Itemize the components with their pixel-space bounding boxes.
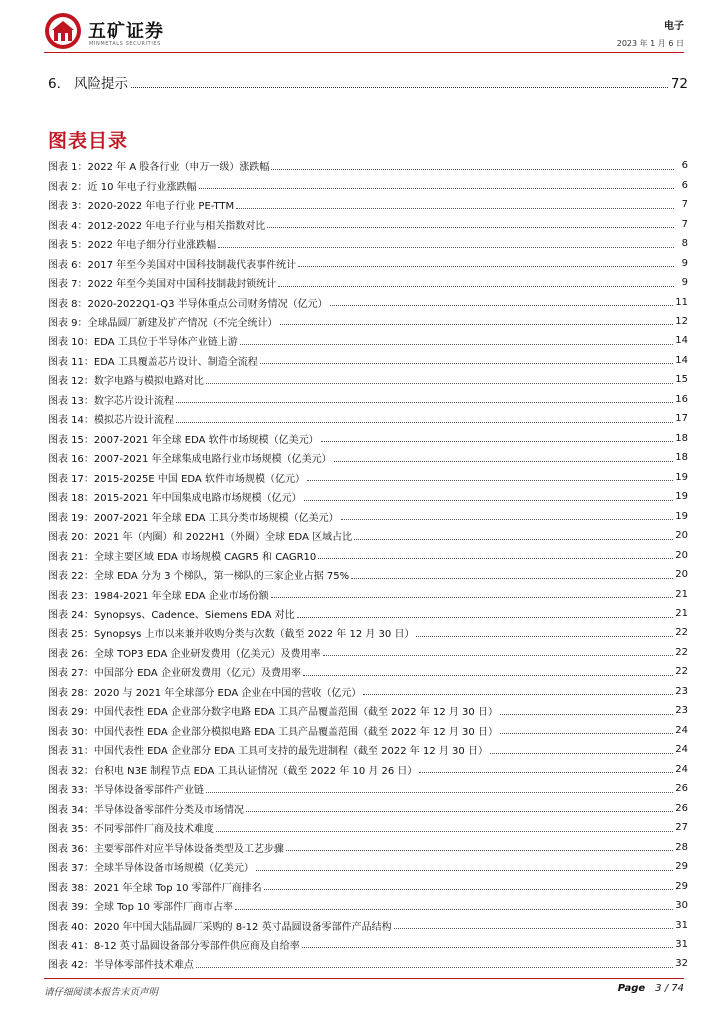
figure-title: 全球 EDA 分为 3 个梯队，第一梯队的三家企业占据 75% <box>93 571 350 583</box>
figure-label: 图表 30： <box>48 726 94 738</box>
dot-leader <box>267 227 674 228</box>
figure-label: 图表 36： <box>48 843 94 855</box>
figure-title: 数字芯片设计流程 <box>93 395 174 407</box>
toc-figure-entry[interactable] <box>48 351 688 370</box>
figure-label: 图表 28： <box>48 687 94 699</box>
toc-figure-entry[interactable] <box>48 429 688 448</box>
figure-label: 图表 9： <box>48 317 88 329</box>
figure-title: Synopsys、Cadence、Siemens EDA 对比 <box>93 610 295 622</box>
figure-page: 14 <box>675 354 688 366</box>
figure-title: 1984-2021 年全球 EDA 企业市场份额 <box>93 590 269 602</box>
figure-label: 图表 14： <box>48 415 94 427</box>
dot-leader <box>280 324 674 325</box>
toc-figure-entry[interactable] <box>48 721 688 740</box>
figure-title: 全球半导体设备市场规模（亿美元） <box>93 863 254 875</box>
industry-label: 电子 <box>664 21 684 32</box>
figure-label: 图表 13： <box>48 395 94 407</box>
toc-figure-entry[interactable] <box>48 915 688 934</box>
figure-page: 19 <box>675 471 688 483</box>
figure-title: 2015-2025E 中国 EDA 软件市场规模（亿元） <box>93 473 305 485</box>
figure-page: 23 <box>675 685 688 697</box>
toc-figure-entry[interactable] <box>48 837 688 856</box>
section-title: 风险提示 <box>74 76 128 92</box>
figure-page: 24 <box>675 763 688 775</box>
figure-page: 9 <box>681 277 688 289</box>
figure-page: 16 <box>675 393 688 405</box>
brand-name: 五矿证券 <box>88 21 164 42</box>
dot-leader <box>196 967 673 968</box>
toc-figure-entry[interactable] <box>48 526 688 545</box>
figure-label: 图表 1： <box>48 162 88 174</box>
toc-figure-entry[interactable] <box>48 448 688 467</box>
figure-title: 中国代表性 EDA 企业部分数字电路 EDA 工具产品覆盖范围（截至 2022 年 12 月 30 日） <box>93 707 498 719</box>
dot-leader <box>271 597 674 598</box>
header-divider <box>44 52 684 53</box>
report-date: 2023 年 1 月 6 日 <box>616 39 684 48</box>
figure-label: 图表 19： <box>48 512 94 524</box>
dot-leader <box>199 188 674 189</box>
figure-title: 模拟芯片设计流程 <box>93 415 174 427</box>
dot-leader <box>286 850 673 851</box>
toc-figure-entry[interactable] <box>48 409 688 428</box>
figure-page: 19 <box>675 510 688 522</box>
company-logo-icon <box>44 12 82 50</box>
toc-figure-entry[interactable] <box>48 643 688 662</box>
toc-figure-entry[interactable] <box>48 565 688 584</box>
figure-label: 图表 40： <box>48 921 94 933</box>
figure-title: 半导体设备零部件分类及市场情况 <box>93 804 244 816</box>
toc-figure-entry[interactable] <box>48 798 688 817</box>
figure-title: 主要零部件对应半导体设备类型及工艺步骤 <box>93 843 284 855</box>
dot-leader <box>330 305 674 306</box>
figure-label: 图表 39： <box>48 902 94 914</box>
figure-label: 图表 10： <box>48 337 94 349</box>
toc-figure-entry[interactable] <box>48 818 688 837</box>
figure-label: 图表 8： <box>48 298 88 310</box>
toc-figure-entry[interactable] <box>48 935 688 954</box>
figure-label: 图表 38： <box>48 882 94 894</box>
figure-label: 图表 21： <box>48 551 94 563</box>
figure-label: 图表 6： <box>48 259 88 271</box>
figure-title: 不同零部件厂商及技术难度 <box>93 824 214 836</box>
dot-leader <box>218 247 674 248</box>
toc-figure-entry[interactable] <box>48 760 688 779</box>
figure-page: 7 <box>681 218 688 230</box>
toc-figure-entry[interactable] <box>48 390 688 409</box>
dot-leader <box>318 558 673 559</box>
dot-leader <box>500 714 673 715</box>
figure-title: 半导体设备零部件产业链 <box>93 785 204 797</box>
figure-title: 2012-2022 年电子行业与相关指数对比 <box>87 220 266 232</box>
dot-leader <box>363 694 673 695</box>
figure-label: 图表 16： <box>48 454 94 466</box>
toc-figure-entry[interactable] <box>48 876 688 895</box>
dot-leader <box>131 87 668 88</box>
figure-label: 图表 32： <box>48 765 94 777</box>
figure-label: 图表 3： <box>48 201 88 213</box>
figure-label: 图表 12： <box>48 376 94 388</box>
figure-page: 17 <box>675 413 688 425</box>
figure-page: 11 <box>675 296 688 308</box>
toc-figure-entry[interactable] <box>48 370 688 389</box>
toc-figure-entry[interactable] <box>48 779 688 798</box>
figure-label: 图表 35： <box>48 824 94 836</box>
dot-leader <box>246 811 673 812</box>
figure-label: 图表 20： <box>48 532 94 544</box>
figure-title: Synopsys 上市以来兼并收购分类与次数（截至 2022 年 12 月 30 日） <box>93 629 415 641</box>
figure-list-title: 图表目录 <box>48 130 129 152</box>
dot-leader <box>278 286 674 287</box>
figure-title: 8-12 英寸晶圆设备部分零部件供应商及自给率 <box>93 940 300 952</box>
figure-label: 图表 11： <box>48 356 94 368</box>
figure-title: 半导体零部件技术难点 <box>93 960 194 972</box>
toc-figure-entry[interactable] <box>48 857 688 876</box>
figure-title: 2007-2021 年全球集成电路行业市场规模（亿美元） <box>93 454 332 466</box>
toc-figure-entry[interactable] <box>48 896 688 915</box>
dot-leader <box>236 208 674 209</box>
figure-page: 30 <box>675 900 688 912</box>
footer-page <box>618 983 684 994</box>
figure-label: 图表 34： <box>48 804 94 816</box>
figure-page: 20 <box>675 549 688 561</box>
figure-page: 29 <box>675 861 688 873</box>
figure-title: 2020 与 2021 年全球部分 EDA 企业在中国的营收（亿元） <box>93 687 362 699</box>
figure-title: 2015-2021 年中国集成电路市场规模（亿元） <box>93 493 302 505</box>
figure-page: 21 <box>675 608 688 620</box>
dot-leader <box>176 422 673 423</box>
figure-page: 20 <box>675 530 688 542</box>
figure-label: 图表 33： <box>48 785 94 797</box>
dot-leader <box>490 753 673 754</box>
figure-title: 2020 年中国大陆晶圆厂采购的 8-12 英寸晶圆设备零部件产品结构 <box>93 921 392 933</box>
toc-figure-entry[interactable] <box>48 468 688 487</box>
dot-leader <box>304 500 674 501</box>
page-number: 3 / 74 <box>655 983 684 994</box>
dot-leader <box>419 772 673 773</box>
figure-label: 图表 37： <box>48 863 94 875</box>
dot-leader <box>235 909 673 910</box>
dot-leader <box>302 947 673 948</box>
toc-figure-entry[interactable] <box>48 487 688 506</box>
dot-leader <box>394 928 674 929</box>
toc-figure-entry[interactable] <box>48 584 688 603</box>
figure-label: 图表 27： <box>48 668 94 680</box>
figure-page: 8 <box>681 238 688 250</box>
figure-page: 7 <box>681 199 688 211</box>
figure-page: 6 <box>681 160 688 172</box>
toc-figure-entry[interactable] <box>48 604 688 623</box>
figure-title: 数字电路与模拟电路对比 <box>93 376 204 388</box>
page-header <box>0 0 724 60</box>
figure-title: 2020-2022 年电子行业 PE-TTM <box>87 201 235 213</box>
dot-leader <box>354 539 673 540</box>
figure-label: 图表 22： <box>48 571 94 583</box>
dot-leader <box>500 733 673 734</box>
toc-figure-entry[interactable] <box>48 740 688 759</box>
dot-leader <box>323 655 674 656</box>
figure-title: 全球晶圆厂新建及扩产情况（不完全统计） <box>87 317 278 329</box>
figure-page: 24 <box>675 724 688 736</box>
figure-label: 图表 18： <box>48 493 94 505</box>
figure-title: 台积电 N3E 制程节点 EDA 工具认证情况（截至 2022 年 10 月 26 日） <box>93 765 418 777</box>
figure-page: 29 <box>675 880 688 892</box>
figure-page: 31 <box>675 919 688 931</box>
figure-label: 图表 17： <box>48 473 94 485</box>
toc-figure-entry[interactable] <box>48 701 688 720</box>
figure-page: 21 <box>675 588 688 600</box>
dot-leader <box>264 889 674 890</box>
toc-figure-entry[interactable] <box>48 545 688 564</box>
figure-page: 12 <box>675 315 688 327</box>
footer-divider <box>44 978 684 979</box>
brand-subtitle: MINMETALS SECURITIES <box>89 41 161 47</box>
dot-leader <box>240 344 673 345</box>
dot-leader <box>176 402 673 403</box>
figure-page: 20 <box>675 569 688 581</box>
figure-title: 近 10 年电子行业涨跌幅 <box>87 181 197 193</box>
figure-page: 26 <box>675 783 688 795</box>
figure-label: 图表 42： <box>48 960 94 972</box>
figure-title: 2022 年 A 股各行业（申万一级）涨跌幅 <box>87 162 270 174</box>
figure-page: 15 <box>675 374 688 386</box>
dot-leader <box>271 169 674 170</box>
dot-leader <box>206 792 673 793</box>
figure-title: 2021 年（内圈）和 2022H1（外圈）全球 EDA 区域占比 <box>93 532 353 544</box>
figure-page: 18 <box>675 452 688 464</box>
section-number: 6. <box>48 76 61 92</box>
figure-label: 图表 5： <box>48 240 88 252</box>
dot-leader <box>303 675 673 676</box>
toc-figure-entry[interactable] <box>48 331 688 350</box>
figure-title: 2007-2021 年全球 EDA 软件市场规模（亿美元） <box>93 434 319 446</box>
toc-figure-entry[interactable] <box>48 175 688 194</box>
figure-page: 23 <box>675 705 688 717</box>
figure-label: 图表 24： <box>48 610 94 622</box>
toc-figure-entry[interactable] <box>48 234 688 253</box>
figure-title: 中国部分 EDA 企业研发费用（亿元）及费用率 <box>93 668 301 680</box>
toc-figure-entry[interactable] <box>48 195 688 214</box>
figure-label: 图表 25： <box>48 629 94 641</box>
figure-page: 27 <box>675 822 688 834</box>
figure-title: EDA 工具位于半导体产业链上游 <box>93 337 238 349</box>
figure-title: 全球 TOP3 EDA 企业研发费用（亿美元）及费用率 <box>93 648 321 660</box>
figure-page: 14 <box>675 335 688 347</box>
figure-page: 32 <box>675 958 688 970</box>
dot-leader <box>321 441 674 442</box>
dot-leader <box>297 617 674 618</box>
dot-leader <box>351 578 673 579</box>
figure-page: 22 <box>675 627 688 639</box>
figure-page: 19 <box>675 491 688 503</box>
figure-title: 2007-2021 年全球 EDA 工具分类市场规模（亿美元） <box>93 512 339 524</box>
figure-page: 28 <box>675 841 688 853</box>
figure-label: 图表 15： <box>48 434 94 446</box>
figure-title: 中国代表性 EDA 企业部分 EDA 工具可支持的最先进制程（截至 2022 年 12 月 30 日） <box>93 746 488 758</box>
figure-page: 24 <box>675 744 688 756</box>
figure-title: 2017 年至今美国对中国科技制裁代表事件统计 <box>87 259 297 271</box>
toc-figure-entry[interactable] <box>48 214 688 233</box>
figure-label: 图表 29： <box>48 707 94 719</box>
dot-leader <box>298 266 674 267</box>
figure-page: 26 <box>675 802 688 814</box>
dot-leader <box>341 519 674 520</box>
figure-title: 2022 年电子细分行业涨跌幅 <box>87 240 217 252</box>
toc-figure-entry[interactable] <box>48 682 688 701</box>
toc-figure-entry[interactable] <box>48 156 688 175</box>
toc-figure-entry[interactable] <box>48 253 688 272</box>
toc-figure-entry[interactable] <box>48 954 688 973</box>
dot-leader <box>256 870 673 871</box>
figure-list <box>48 156 688 974</box>
figure-page: 31 <box>675 938 688 950</box>
figure-title: 2022 年至今美国对中国科技制裁封锁统计 <box>87 279 277 291</box>
figure-label: 图表 41： <box>48 940 94 952</box>
toc-figure-entry[interactable] <box>48 623 688 642</box>
figure-page: 22 <box>675 666 688 678</box>
figure-label: 图表 7： <box>48 279 88 291</box>
figure-title: 中国代表性 EDA 企业部分模拟电路 EDA 工具产品覆盖范围（截至 2022 年 12 月 30 日） <box>93 726 498 738</box>
figure-page: 6 <box>681 179 688 191</box>
figure-label: 图表 31： <box>48 746 94 758</box>
toc-figure-entry[interactable] <box>48 506 688 525</box>
figure-label: 图表 26： <box>48 648 94 660</box>
figure-title: EDA 工具覆盖芯片设计、制造全流程 <box>93 356 258 368</box>
figure-title: 全球 Top 10 零部件厂商市占率 <box>93 902 234 914</box>
dot-leader <box>260 363 673 364</box>
figure-page: 18 <box>675 432 688 444</box>
dot-leader <box>216 831 673 832</box>
toc-figure-entry[interactable] <box>48 312 688 331</box>
toc-section-entry[interactable] <box>48 72 688 92</box>
figure-page: 9 <box>681 257 688 269</box>
figure-title: 2020-2022Q1-Q3 半导体重点公司财务情况（亿元） <box>87 298 328 310</box>
toc-figure-entry[interactable] <box>48 273 688 292</box>
dot-leader <box>307 480 673 481</box>
dot-leader <box>416 636 673 637</box>
page-label: Page <box>617 983 646 994</box>
figure-label: 图表 23： <box>48 590 94 602</box>
section-page: 72 <box>670 76 688 92</box>
footer-disclaimer: 请仔细阅读本报告末页声明 <box>44 987 159 998</box>
figure-title: 2021 年全球 Top 10 零部件厂商排名 <box>93 882 262 894</box>
toc-figure-entry[interactable] <box>48 662 688 681</box>
toc-figure-entry[interactable] <box>48 292 688 311</box>
figure-title: 全球主要区域 EDA 市场规模 CAGR5 和 CAGR10 <box>93 551 317 563</box>
figure-label: 图表 2： <box>48 181 88 193</box>
figure-label: 图表 4： <box>48 220 88 232</box>
dot-leader <box>334 461 674 462</box>
dot-leader <box>206 383 673 384</box>
figure-page: 22 <box>675 646 688 658</box>
